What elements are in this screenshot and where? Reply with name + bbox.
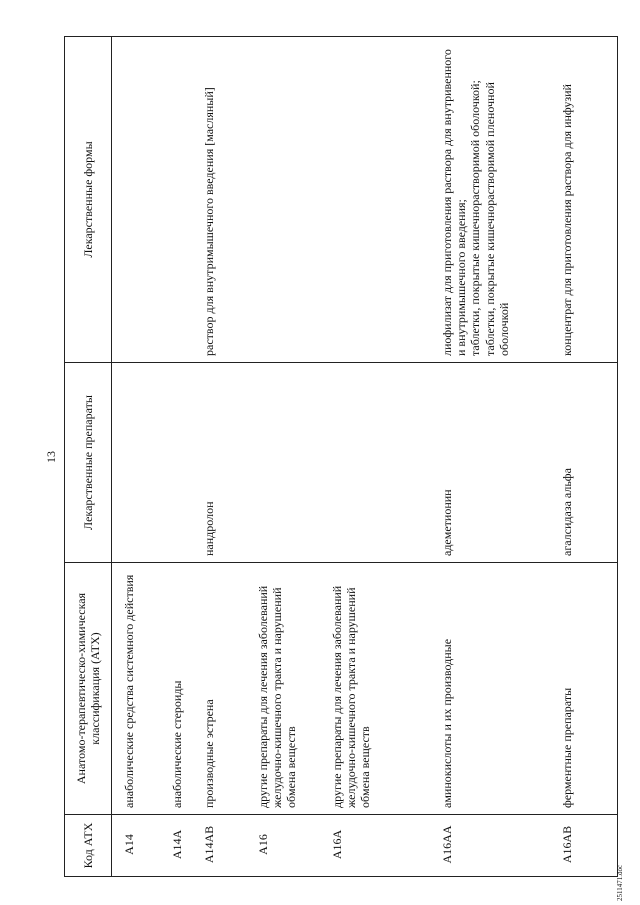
cell-code: A16 [246,815,320,877]
cell-code: A14A [160,815,192,877]
table-row [160,37,192,877]
file-reference: 2511471.doc [616,864,624,901]
table-header-row [65,37,112,877]
header-forms: Лекарственные формы [65,37,112,363]
cell-code: A14AB [192,815,246,877]
cell-drug [112,363,160,563]
cell-code: A16A [320,815,430,877]
cell-forms [192,37,246,363]
cell-drug: адеметионин [430,363,550,563]
cell-classification: другие препараты для лечения заболеваний желудочно-кишечного тракта и нарушений обмена веществ [246,563,320,815]
table-body [112,37,618,877]
cell-forms [320,37,430,363]
header-classification: Анатомо-терапевтическо-химическая классификация (АТХ) [65,563,112,815]
cell-classification: ферментные препараты [550,563,618,815]
cell-code: A16AA [430,815,550,877]
cell-classification: другие препараты для лечения заболеваний желудочно-кишечного тракта и нарушений обмена веществ [320,563,430,815]
cell-classification: производные эстрена [192,563,246,815]
dosage-form-line: таблетки, покрытые кишечнорастворимой оболочкой; [468,80,483,356]
cell-classification: анаболические стероиды [160,563,192,815]
header-code: Код АТХ [65,815,112,877]
table-row [246,37,320,877]
page-number: 13 [44,451,58,463]
table-row [192,37,246,877]
cell-forms [246,37,320,363]
table-row [112,37,160,877]
cell-classification: анаболические средства системного действия [112,563,160,815]
cell-forms [430,37,550,363]
cell-forms [550,37,618,363]
table-row [320,37,430,877]
table-row [550,37,618,877]
cell-forms [160,37,192,363]
cell-drug [246,363,320,563]
cell-drug: агалсидаза альфа [550,363,618,563]
header-drugs: Лекарственные препараты [65,363,112,563]
dosage-form-line: лиофилизат для приготовления раствора для внутривенного и внутримышечного введения; [439,49,468,356]
cell-classification: аминокислоты и их производные [430,563,550,815]
cell-drug [160,363,192,563]
dosage-form-line: концентрат для приготовления раствора для инфузий [559,84,574,356]
cell-code: A16AB [550,815,618,877]
cell-drug: нандролон [192,363,246,563]
cell-drug [320,363,430,563]
cell-forms [112,37,160,363]
atx-table [64,36,618,877]
dosage-form-line: таблетки, покрытые кишечнорастворимой пленочной оболочкой [482,82,512,356]
table-row [430,37,550,877]
dosage-form-line: раствор для внутримышечного введения [масляный] [201,87,216,356]
cell-code: A14 [112,815,160,877]
